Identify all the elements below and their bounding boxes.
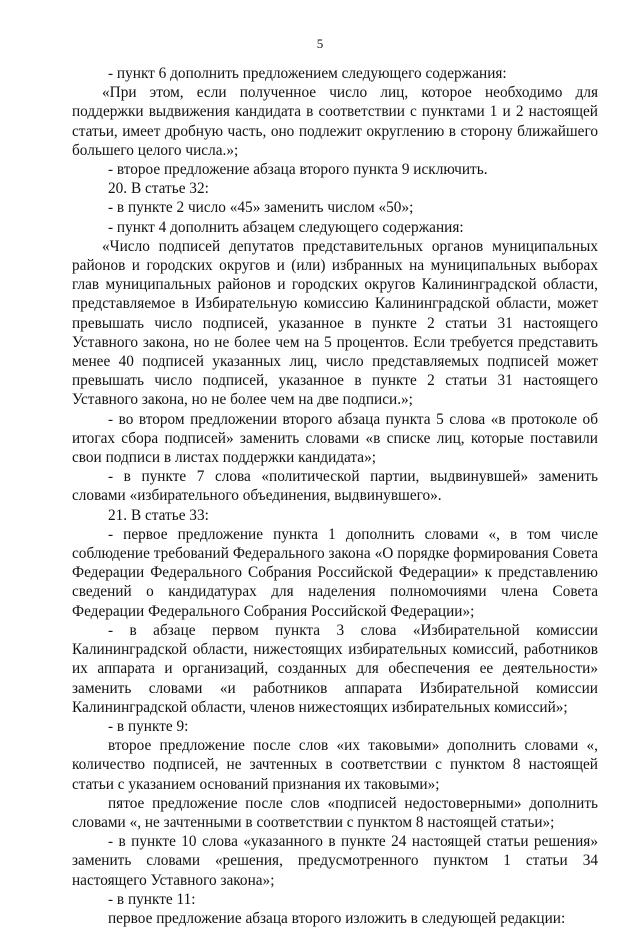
- paragraph: - в пункте 11:: [108, 890, 196, 908]
- page-number: 5: [316, 36, 324, 51]
- paragraph: пятое предложение после слов «подписей недостоверными» дополнить словами «, не зачтенными в соответствии с пунктом 8 настоящей статьи»;: [72, 794, 598, 831]
- paragraph: - в пункте 9:: [108, 717, 189, 735]
- paragraph: 21. В статье 33:: [108, 506, 209, 524]
- paragraph: - в пункте 10 слова «указанного в пункте 24 настоящей статьи решения» заменить словами «решения, предусмотренного пунктом 1 статьи 34 настоящего Уставного закона»;: [72, 833, 598, 889]
- paragraph: - в пункте 2 число «45» заменить числом «50»;: [108, 199, 414, 217]
- paragraph: - пункт 4 дополнить абзацем следующего содержания:: [108, 218, 464, 236]
- paragraph: - во втором предложении второго абзаца пункта 5 слова «в протоколе об итогах сбора подписей» заменить словами «в списке лиц, которые поставили свои подписи в листах поддержки кандидата»;: [72, 410, 598, 467]
- paragraph: второе предложение после слов «их таковыми» дополнить словами «, количество подписей, не зачтенных в соответствии с пунктом 8 настоящей статьи с указанием оснований признания их таковыми»;: [72, 737, 598, 793]
- paragraph: первое предложение абзаца второго изложить в следующей редакции:: [108, 909, 566, 927]
- paragraph: - пункт 6 дополнить предложением следующего содержания:: [108, 65, 507, 82]
- paragraph: - первое предложение пункта 1 дополнить словами «, в том числе соблюдение требований Федерального закона «О порядке формирования Совета Федерации Федерального Собрания Российской Федерации» к представлению сведений о кандидатурах для наделения полномочиями члена Совета Федерации Федерального Собрания Российской Федерации»;: [72, 525, 598, 620]
- document-body: [72, 64, 598, 928]
- paragraph: «При этом, если полученное число лиц, которое необходимо для поддержки выдвижения кандидата в соответствии с пунктами 1 и 2 настоящей статьи, имеет дробную часть, оно подлежит округлению в сторону ближайшего большего целого числа.»;: [72, 84, 598, 159]
- paragraph: - второе предложение абзаца второго пункта 9 исключить.: [108, 161, 488, 179]
- paragraph: - в абзаце первом пункта 3 слова «Избирательной комиссии Калининградской области, нижестоящих избирательных комиссий, работников их аппарата и организаций, созданных для обеспечения ее деятельности» заменить словами «и работников аппарата Избирательной комиссии Калининградской области, членов нижестоящих избирательных комиссий»;: [72, 621, 598, 716]
- paragraph: 20. В статье 32:: [108, 180, 209, 198]
- paragraph: «Число подписей депутатов представительных органов муниципальных районов и городских округов и (или) избранных на муниципальных выборах глав муниципальных районов и городских округов Калининградской области, представляемое в Избирательную комиссию Калининградской области, может превышать число подписей, указанное в пункте 2 статьи 31 настоящего Уставного закона, но не более чем на 5 процентов. Если требуется представить менее 40 подписей указанных лиц, число представляемых подписей может превышать число подписей, указанное в пункте 2 статьи 31 настоящего Уставного закона, но не более чем на две подписи.»;: [72, 237, 598, 409]
- paragraph: - в пункте 7 слова «политической партии, выдвинувшей» заменить словами «избирательного объединения, выдвинувшего».: [72, 468, 598, 505]
